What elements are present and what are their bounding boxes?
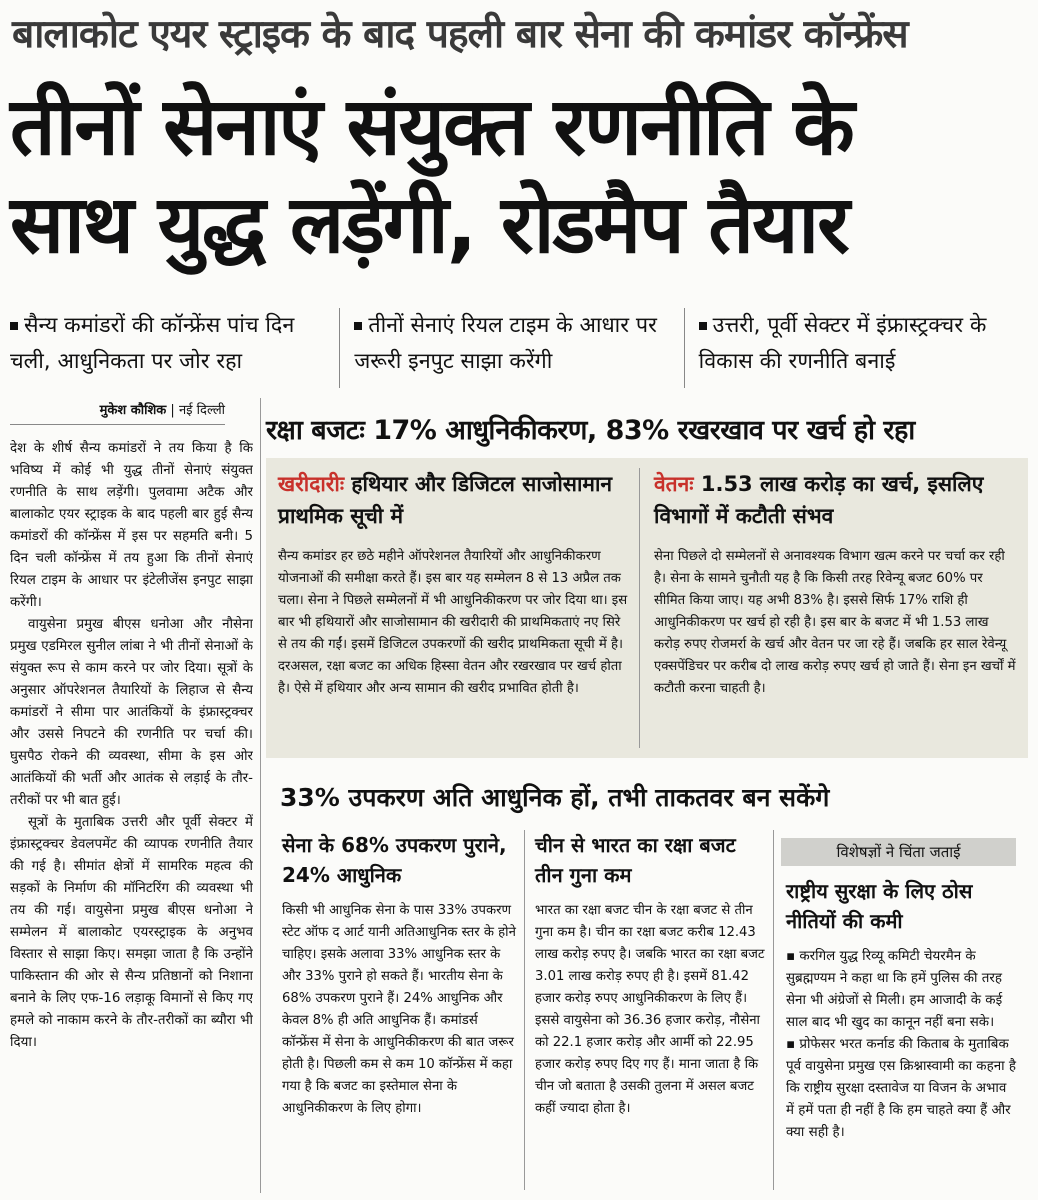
column-rule	[773, 830, 774, 1190]
bullet-square-icon	[354, 322, 362, 330]
headline	[10, 78, 1025, 274]
salary-title-text: 1.53 लाख करोड़ का खर्च, इसलिए विभागों में कटौती संभव	[654, 472, 984, 528]
purchase-column	[278, 468, 633, 700]
bullet-square-icon	[699, 322, 707, 330]
deck-row	[10, 308, 1028, 388]
deck-3	[685, 308, 1028, 388]
modernization-heading: 33% उपकरण अति आधुनिक हों, तभी ताकतवर बन सकेंगे	[280, 783, 830, 812]
salary-column	[654, 468, 1016, 700]
headline-line-1: तीनों सेनाएं संयुक्त रणनीति के	[10, 80, 853, 173]
bullet-square-icon: ▪	[786, 1037, 800, 1052]
deck-2-text: तीनों सेनाएं रियल टाइम के आधार पर जरूरी इनपुट साझा करेंगी	[354, 313, 657, 374]
story-paragraph: वायुसेना प्रमुख बीएस धनोआ और नौसेना प्रमुख एडमिरल सुनील लांबा ने भी तीनों सेनाओं के संयुक्त रूप से काम करने पर जोर दिया। सूत्रों के अनुसार ऑपरेशनल तैयारियों के लिहाज से सैन्य कमांडरों ने सीमा पार आतंकियों के इंफ्रास्ट्रक्चर और उससे निपटने की रणनीति पर चर्चा की। घुसपैठ रोकने की व्यवस्था, सीमा के इस ओर आतंकियों की भर्ती और आतंक से लड़ाई के तौर-तरीकों पर भी बात हुई।	[10, 617, 253, 808]
equipment-title: सेना के 68% उपकरण पुराने, 24% आधुनिक	[282, 833, 507, 887]
byline-author: मुकेश कौशिक	[99, 403, 167, 418]
deck-2	[340, 308, 683, 388]
byline-place: नई दिल्ली	[178, 403, 225, 418]
bullet-square-icon	[10, 322, 18, 330]
equipment-column	[282, 830, 516, 1120]
experts-bullet-text: करगिल युद्ध रिव्यू कमिटी चेयरमैन के सुब्रह्मण्यम ने कहा था कि हमें पुलिस की तरह सेना भी अंग्रेजों से मिली। हम आजादी के कई साल बाद भी खुद का कानून नहीं बना सके।	[786, 949, 1003, 1030]
purchase-label: खरीदारीः	[278, 472, 345, 496]
deck-3-text: उत्तरी, पूर्वी सेक्टर में इंफ्रास्ट्रक्चर के विकास की रणनीति बनाई	[698, 313, 987, 374]
china-column	[535, 830, 765, 1120]
salary-body: सेना पिछले दो सम्मेलनों से अनावश्यक विभाग खत्म करने पर चर्चा कर रही है। सेना के सामने चुनौती यह है कि किसी तरह रिवेन्यू बजट 60% पर सीमित किया जाए। यह अभी 83% है। इससे सिर्फ 17% राशि ही आधुनिकीकरण पर खर्च हो रही है। इस बार के बजट में भी 1.53 लाख करोड़ रुपए रोजमर्रा के खर्च और वेतन पर जा रहे हैं। जबकि हर साल रेवेन्यू एक्सपेंडिचर पर करीब दो लाख करोड़ रुपए खर्च हो जाते हैं। सेना इन खर्चों में कटौती करना चाहती है।	[654, 549, 1016, 696]
experts-bullet	[786, 1034, 1018, 1144]
experts-tag: विशेषज्ञों ने चिंता जताई	[781, 838, 1016, 866]
budget-box	[266, 458, 1028, 758]
headline-line-2: साथ युद्ध लड़ेंगी, रोडमैप तैयार	[10, 178, 848, 271]
box-divider	[639, 468, 640, 748]
china-body: भारत का रक्षा बजट चीन के रक्षा बजट से तीन गुना कम है। चीन का रक्षा बजट करीब 12.43 लाख करोड़ रुपए है। जबकि भारत का रक्षा बजट 3.01 लाख करोड़ रुपए ही है। इसमें 81.42 हजार करोड़ रुपए आधुनिकीकरण के लिए हैं। इससे वायुसेना को 36.36 हजार करोड़, नौसेना को 22.1 हजार करोड़ और आर्मी को 22.95 हजार करोड़ रुपए दिए गए हैं। माना जाता है कि चीन जो बताता है उसकी तुलना में असल बजट कहीं ज्यादा होता है।	[535, 903, 765, 1116]
experts-title: राष्ट्रीय सुरक्षा के लिए ठोस नीतियों की कमी	[786, 879, 973, 933]
column-rule	[260, 398, 261, 1193]
experts-bullet	[786, 946, 1018, 1034]
byline: मुकेश कौशिक | नई दिल्ली	[10, 400, 225, 425]
budget-heading: रक्षा बजटः 17% आधुनिकीकरण, 83% रखरखाव पर खर्च हो रहा	[266, 415, 915, 446]
column-rule	[524, 830, 525, 1190]
purchase-body: सैन्य कमांडर हर छठे महीने ऑपरेशनल तैयारियों और आधुनिकीकरण योजनाओं की समीक्षा करते हैं। इस बार यह सम्मेलन 8 से 13 अप्रैल तक चला। सेना ने पिछले सम्मेलनों में भी आधुनिकीकरण पर जोर दिया था। इस बार भी हथियारों और साजोसामान की खरीदारी की प्राथमिकताएं नए सिरे से तय की गईं। इसमें डिजिटल उपकरणों की खरीद प्राथमिकता सूची में है। दरअसल, रक्षा बजट का अधिक हिस्सा वेतन और रखरखाव पर खर्च होता है। ऐसे में हथियार और अन्य सामान की खरीद प्रभावित होती है।	[278, 549, 628, 696]
purchase-title	[278, 468, 633, 532]
main-story	[10, 438, 253, 1188]
salary-title	[654, 468, 1016, 532]
experts-column	[786, 876, 1018, 1144]
story-paragraph: देश के शीर्ष सैन्य कमांडरों ने तय किया है कि भविष्य में कोई भी युद्ध तीनों सेनाएं संयुक्त रणनीति के साथ लड़ेंगी। पुलवामा अटैक और बालाकोट एयर स्ट्राइक के बाद पहली बार हुई सैन्य कमांडरों की कॉन्फ्रेंस में इस पर सहमति बनी। 5 दिन चली कॉन्फ्रेंस में तय हुआ कि तीनों सेनाएं रियल टाइम के आधार पर इंटेलीजेंस इनपुट साझा करेंगी।	[10, 441, 253, 610]
kicker: बालाकोट एयर स्ट्राइक के बाद पहली बार सेना की कमांडर कॉन्फ्रेंस	[12, 12, 908, 57]
salary-label: वेतनः	[654, 472, 694, 496]
equipment-body: किसी भी आधुनिक सेना के पास 33% उपकरण स्टेट ऑफ द आर्ट यानी अतिआधुनिक स्तर के होने चाहिए। इसके अलावा 33% आधुनिक स्तर के और 33% पुराने हो सकते हैं। भारतीय सेना के 68% उपकरण पुराने हैं। 24% आधुनिक और केवल 8% ही अति आधुनिक हैं। कमांडर्स कॉन्फ्रेंस में सेना के आधुनिकीकरण की बात जरूर होती है। पिछली कम से कम 10 कॉन्फ्रेंस में कहा गया है कि बजट का इस्तेमाल सेना के आधुनिकीकरण के लिए होगा।	[282, 903, 516, 1116]
purchase-title-text: हथियार और डिजिटल साजोसामान प्राथमिक सूची में	[278, 472, 613, 528]
china-title: चीन से भारत का रक्षा बजट तीन गुना कम	[535, 833, 736, 887]
deck-1-text: सैन्य कमांडरों की कॉन्फ्रेंस पांच दिन चली, आधुनिकता पर जोर रहा	[10, 313, 295, 374]
bullet-square-icon: ▪	[786, 949, 800, 964]
story-paragraph: सूत्रों के मुताबिक उत्तरी और पूर्वी सेक्टर में इंफ्रास्ट्रक्चर डेवलपमेंट की व्यापक रणनीति तैयार की गई है। सीमांत क्षेत्रों में सामरिक महत्व की सड़कों के निर्माण की मॉनिटरिंग की व्यवस्था भी तय की गई। वायुसेना प्रमुख बीएस धनोआ ने सम्मेलन में बालाकोट एयरस्ट्राइक के अनुभव विस्तार से साझा किए। समझा जाता है कि उन्होंने पाकिस्तान की ओर से सैन्य प्रतिष्ठानों को निशाना बनाने के लिए एफ-16 लड़ाकू विमानों से किए गए हमले को नाकाम करने के तौर-तरीकों का ब्यौरा भी दिया।	[10, 815, 253, 1050]
deck-1	[10, 308, 339, 388]
experts-bullet-text: प्रोफेसर भरत कर्नाड की किताब के मुताबिक पूर्व वायुसेना प्रमुख एस क्रिश्नास्वामी का कहना है कि राष्ट्रीय सुरक्षा दस्तावेज या विजन के अभाव में हमें पता ही नहीं है कि हम चाहते क्या हैं और क्या सही है।	[786, 1037, 1016, 1140]
